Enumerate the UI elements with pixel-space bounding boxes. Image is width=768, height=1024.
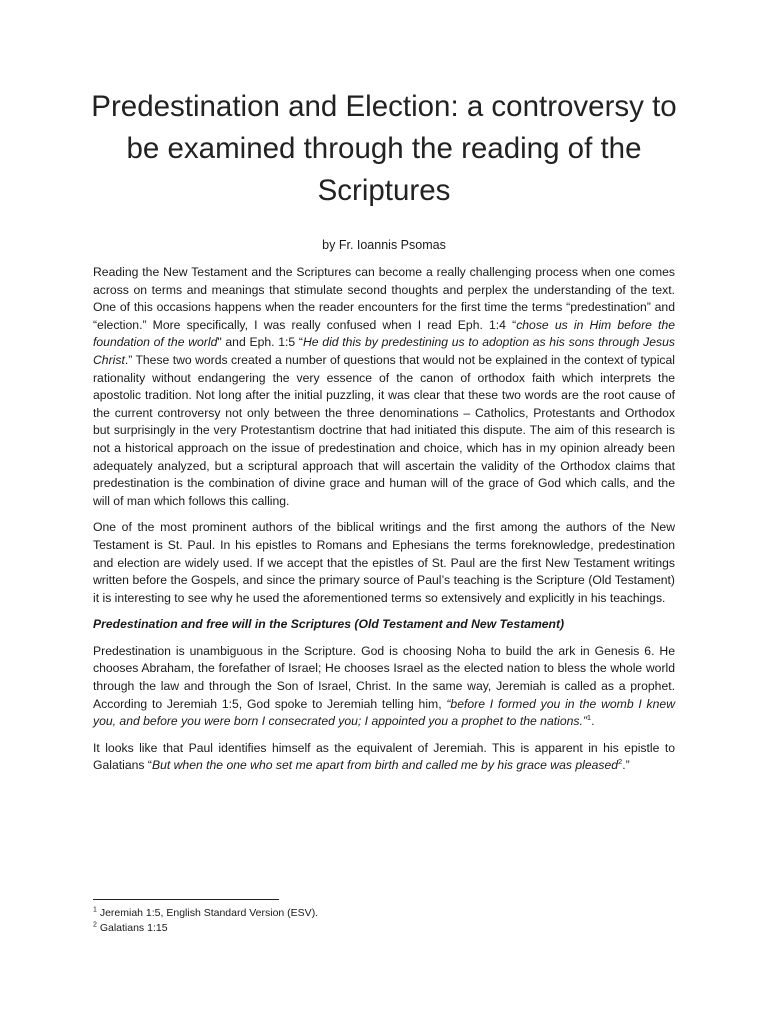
footnote-1 [93, 906, 593, 921]
paragraph-intro-text-1: Reading the New Testament and the Scriptures can become a really challenging process when one comes across on terms and meanings that stimulate second thoughts and perplex the understanding of the text. One of this occasions happens when the reader encounters for the first time the terms “predestination” and “election.” More specifically, I was really confused when I read Eph. 1:4 “ [93, 265, 675, 332]
footnote-text-2: Galatians 1:15 [96, 922, 168, 934]
quote-eph-1-4: chose us in Him before the foundation of the world [93, 317, 676, 350]
footnote-ref-2[interactable]: 2 [618, 757, 623, 767]
footnote-ref-1[interactable]: 1 [586, 713, 592, 723]
paragraph-paul-jeremiah-text-2: .” [622, 758, 630, 773]
document-body [93, 264, 675, 784]
paragraph-intro-text-3: .” These two words created a number of questions that would not be explained in the context of typical rationality without endangering the very essence of the canon of orthodox faith which interprets the apostolic tradition. Not long after the initial puzzling, it was clear that these two words are the root cause of the current controversy not only between the three denominations – Catholics, Protestants and Orthodox but surprisingly in the very Protestantism doctrine that had initiated this dispute. The aim of this research is not a historical approach on the issue of predestination and choice, which has in my opinion already been adequately analyzed, but a scriptural approach that will ascertain the validity of the Orthodox claims that predestination is the combination of divine grace and human will of the grace of God which calls, and the will of man which follows this calling. [93, 352, 675, 508]
footnote-separator [93, 899, 279, 900]
footnote-text-1: Jeremiah 1:5, English Standard Version (ESV). [96, 907, 319, 919]
footnote-2 [93, 921, 593, 936]
paragraph-intro-text-2: " and Eph. 1:5 “ [217, 335, 303, 350]
document-title: Predestination and Election: a controversy to be examined through the reading of the Scriptures [91, 90, 677, 207]
paragraph-predestination-text-1: Predestination is unambiguous in the Scripture. God is choosing Noha to build the ark in Genesis 6. He chooses Abraham, the forefather of Israel; He chooses Israel as the elected nation to bless the whole world through the law and through the Son of Israel, Christ. In the same way, Jeremiah is called as a prophet. According to Jeremiah 1:5, God spoke to Jeremiah telling him, [93, 643, 675, 711]
paragraph-intro [93, 264, 675, 510]
paragraph-st-paul: One of the most prominent authors of the biblical writings and the first among the authors of the New Testament is St. Paul. In his epistles to Romans and Ephesians the terms foreknowledge, predestination and election are widely used. If we accept that the epistles of St. Paul are the first New Testament writings written before the Gospels, and since the primary source of Paul’s teaching is the Scripture (Old Testament) it is interesting to see why he used the aforementioned terms so extensively and explicitly in his teachings. [93, 520, 675, 605]
section-heading: Predestination and free will in the Scriptures (Old Testament and New Testament) [93, 617, 565, 632]
quote-eph-1-5: He did this by predestining us to adoption as his sons through Jesus Christ [93, 335, 675, 367]
footnote-number-1: 1 [93, 906, 97, 914]
paragraph-paul-jeremiah-text-1: It looks like that Paul identifies himself as the equivalent of Jeremiah. This is apparent in his epistle to Galatians “ [93, 740, 675, 773]
paragraph-predestination [93, 643, 675, 731]
footnotes [93, 906, 593, 936]
quote-galatians-1-15: But when the one who set me apart from birth and called me by his grace was pleased [151, 758, 619, 773]
paragraph-predestination-text-2: . [591, 714, 595, 729]
paragraph-paul-jeremiah [93, 740, 675, 775]
footnote-number-2: 2 [93, 921, 97, 929]
quote-jeremiah-1-5: “before I formed you in the womb I knew you, and before you were born I consecrated you; I appointed you a prophet to the nations.” [93, 696, 676, 729]
author-byline: by Fr. Ioannis Psomas [322, 238, 446, 252]
